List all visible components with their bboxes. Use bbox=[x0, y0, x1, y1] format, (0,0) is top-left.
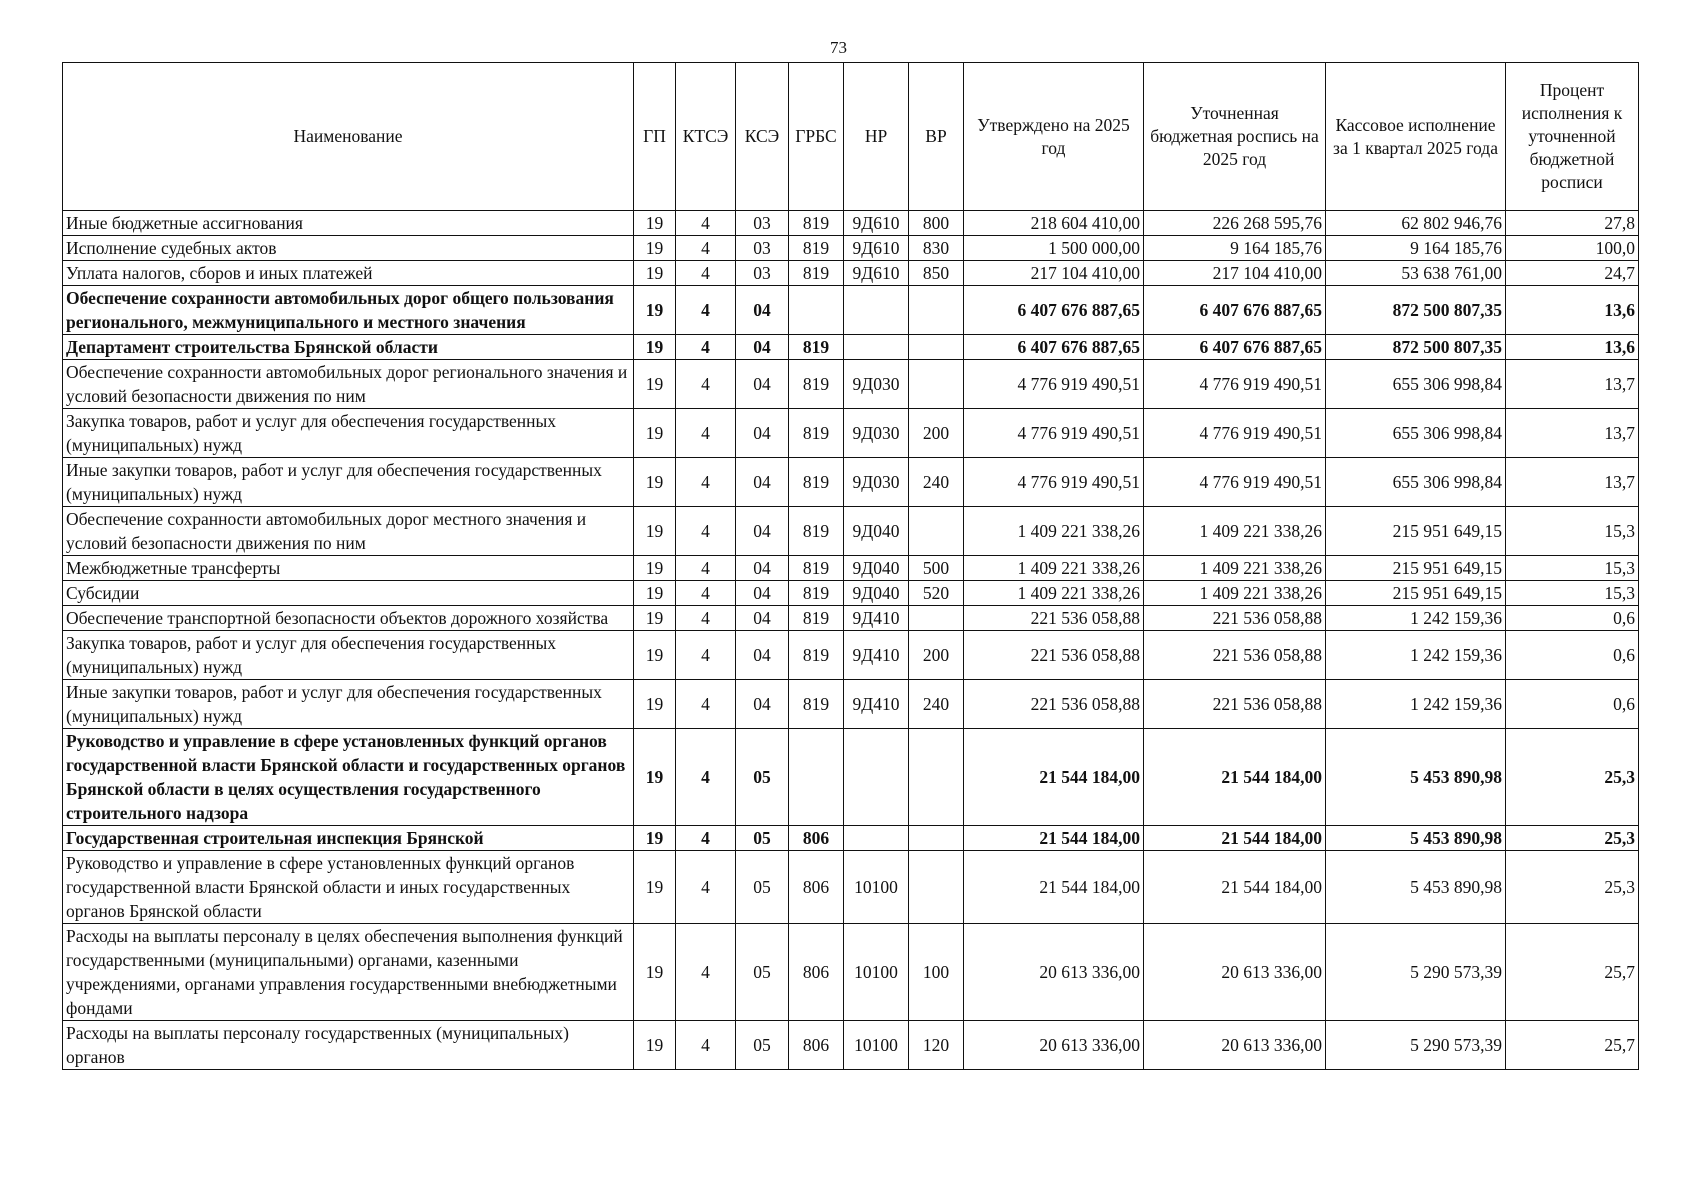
cell-refined: 226 268 595,76 bbox=[1144, 211, 1326, 236]
cell-refined: 4 776 919 490,51 bbox=[1144, 360, 1326, 409]
cell-name: Расходы на выплаты персоналу государственных (муниципальных) органов bbox=[63, 1021, 634, 1070]
cell-grbs: 806 bbox=[789, 1021, 844, 1070]
cell-cash: 1 242 159,36 bbox=[1326, 631, 1506, 680]
cell-gp: 19 bbox=[634, 211, 676, 236]
cell-vr: 500 bbox=[909, 556, 964, 581]
cell-ktse: 4 bbox=[676, 286, 736, 335]
table-row bbox=[63, 211, 1639, 236]
header-approved: Утверждено на 2025 год bbox=[964, 63, 1144, 211]
cell-np bbox=[844, 729, 909, 826]
table-body bbox=[63, 211, 1639, 1070]
cell-cash: 53 638 761,00 bbox=[1326, 261, 1506, 286]
cell-refined: 21 544 184,00 bbox=[1144, 729, 1326, 826]
cell-vr: 200 bbox=[909, 631, 964, 680]
cell-gp: 19 bbox=[634, 729, 676, 826]
table-row bbox=[63, 335, 1639, 360]
table-row bbox=[63, 631, 1639, 680]
table-row bbox=[63, 261, 1639, 286]
cell-name: Межбюджетные трансферты bbox=[63, 556, 634, 581]
cell-gp: 19 bbox=[634, 680, 676, 729]
cell-percent: 0,6 bbox=[1506, 680, 1639, 729]
cell-np bbox=[844, 335, 909, 360]
cell-cash: 5 453 890,98 bbox=[1326, 851, 1506, 924]
cell-gp: 19 bbox=[634, 286, 676, 335]
cell-grbs: 819 bbox=[789, 360, 844, 409]
cell-np: 9Д040 bbox=[844, 556, 909, 581]
cell-cash: 5 290 573,39 bbox=[1326, 1021, 1506, 1070]
cell-refined: 9 164 185,76 bbox=[1144, 236, 1326, 261]
cell-gp: 19 bbox=[634, 360, 676, 409]
cell-cash: 9 164 185,76 bbox=[1326, 236, 1506, 261]
cell-cash: 215 951 649,15 bbox=[1326, 507, 1506, 556]
cell-kse: 04 bbox=[736, 606, 789, 631]
cell-kse: 04 bbox=[736, 581, 789, 606]
cell-kse: 05 bbox=[736, 826, 789, 851]
table-row bbox=[63, 507, 1639, 556]
cell-kse: 04 bbox=[736, 556, 789, 581]
cell-refined: 20 613 336,00 bbox=[1144, 924, 1326, 1021]
cell-vr: 240 bbox=[909, 458, 964, 507]
cell-vr bbox=[909, 335, 964, 360]
cell-approved: 1 409 221 338,26 bbox=[964, 581, 1144, 606]
cell-approved: 21 544 184,00 bbox=[964, 729, 1144, 826]
cell-approved: 1 409 221 338,26 bbox=[964, 507, 1144, 556]
cell-name: Субсидии bbox=[63, 581, 634, 606]
cell-percent: 25,3 bbox=[1506, 729, 1639, 826]
cell-grbs: 819 bbox=[789, 507, 844, 556]
cell-np: 10100 bbox=[844, 1021, 909, 1070]
cell-np: 9Д040 bbox=[844, 507, 909, 556]
cell-kse: 04 bbox=[736, 631, 789, 680]
cell-vr: 850 bbox=[909, 261, 964, 286]
cell-approved: 6 407 676 887,65 bbox=[964, 335, 1144, 360]
cell-gp: 19 bbox=[634, 631, 676, 680]
cell-vr: 520 bbox=[909, 581, 964, 606]
cell-name: Обеспечение сохранности автомобильных дорог общего пользования регионального, межмуниципального и местного значения bbox=[63, 286, 634, 335]
cell-vr bbox=[909, 286, 964, 335]
cell-name: Обеспечение сохранности автомобильных дорог местного значения и условий безопасности движения по ним bbox=[63, 507, 634, 556]
cell-ktse: 4 bbox=[676, 924, 736, 1021]
cell-np: 9Д030 bbox=[844, 360, 909, 409]
cell-ktse: 4 bbox=[676, 458, 736, 507]
cell-kse: 04 bbox=[736, 286, 789, 335]
cell-grbs: 819 bbox=[789, 236, 844, 261]
cell-cash: 655 306 998,84 bbox=[1326, 360, 1506, 409]
table-row bbox=[63, 556, 1639, 581]
cell-refined: 1 409 221 338,26 bbox=[1144, 556, 1326, 581]
cell-kse: 03 bbox=[736, 236, 789, 261]
cell-gp: 19 bbox=[634, 261, 676, 286]
cell-name: Исполнение судебных актов bbox=[63, 236, 634, 261]
cell-ktse: 4 bbox=[676, 826, 736, 851]
cell-grbs: 819 bbox=[789, 680, 844, 729]
cell-vr bbox=[909, 606, 964, 631]
cell-grbs: 806 bbox=[789, 851, 844, 924]
header-gp: ГП bbox=[634, 63, 676, 211]
cell-kse: 05 bbox=[736, 851, 789, 924]
cell-cash: 62 802 946,76 bbox=[1326, 211, 1506, 236]
cell-gp: 19 bbox=[634, 236, 676, 261]
cell-gp: 19 bbox=[634, 458, 676, 507]
table-row bbox=[63, 924, 1639, 1021]
cell-name: Руководство и управление в сфере установленных функций органов государственной власти Брянской области и государственных органов Брянской области в целях осуществления государственного строительного надзора bbox=[63, 729, 634, 826]
cell-approved: 4 776 919 490,51 bbox=[964, 360, 1144, 409]
cell-np: 10100 bbox=[844, 851, 909, 924]
cell-ktse: 4 bbox=[676, 1021, 736, 1070]
cell-ktse: 4 bbox=[676, 851, 736, 924]
cell-vr bbox=[909, 729, 964, 826]
cell-ktse: 4 bbox=[676, 236, 736, 261]
cell-cash: 655 306 998,84 bbox=[1326, 458, 1506, 507]
cell-approved: 21 544 184,00 bbox=[964, 851, 1144, 924]
cell-gp: 19 bbox=[634, 924, 676, 1021]
cell-vr bbox=[909, 507, 964, 556]
cell-kse: 04 bbox=[736, 680, 789, 729]
cell-approved: 221 536 058,88 bbox=[964, 631, 1144, 680]
cell-ktse: 4 bbox=[676, 729, 736, 826]
cell-name: Обеспечение транспортной безопасности объектов дорожного хозяйства bbox=[63, 606, 634, 631]
cell-percent: 13,6 bbox=[1506, 335, 1639, 360]
header-np: НР bbox=[844, 63, 909, 211]
cell-name: Расходы на выплаты персоналу в целях обеспечения выполнения функций государственными (муниципальными) органами, казенными учреждениями, органами управления государственными внебюджетными фондами bbox=[63, 924, 634, 1021]
cell-grbs: 819 bbox=[789, 458, 844, 507]
cell-np: 9Д030 bbox=[844, 409, 909, 458]
cell-np: 9Д610 bbox=[844, 261, 909, 286]
cell-gp: 19 bbox=[634, 556, 676, 581]
cell-percent: 100,0 bbox=[1506, 236, 1639, 261]
cell-np: 9Д410 bbox=[844, 680, 909, 729]
cell-grbs: 806 bbox=[789, 826, 844, 851]
cell-approved: 21 544 184,00 bbox=[964, 826, 1144, 851]
cell-cash: 5 290 573,39 bbox=[1326, 924, 1506, 1021]
cell-ktse: 4 bbox=[676, 211, 736, 236]
cell-percent: 15,3 bbox=[1506, 581, 1639, 606]
header-kse: КСЭ bbox=[736, 63, 789, 211]
cell-refined: 221 536 058,88 bbox=[1144, 680, 1326, 729]
cell-kse: 04 bbox=[736, 335, 789, 360]
cell-cash: 5 453 890,98 bbox=[1326, 826, 1506, 851]
cell-kse: 05 bbox=[736, 924, 789, 1021]
table-row bbox=[63, 729, 1639, 826]
cell-cash: 1 242 159,36 bbox=[1326, 680, 1506, 729]
cell-approved: 221 536 058,88 bbox=[964, 680, 1144, 729]
cell-percent: 13,7 bbox=[1506, 409, 1639, 458]
cell-ktse: 4 bbox=[676, 606, 736, 631]
cell-name: Уплата налогов, сборов и иных платежей bbox=[63, 261, 634, 286]
cell-refined: 217 104 410,00 bbox=[1144, 261, 1326, 286]
cell-ktse: 4 bbox=[676, 335, 736, 360]
cell-np: 9Д610 bbox=[844, 211, 909, 236]
cell-grbs bbox=[789, 286, 844, 335]
cell-cash: 655 306 998,84 bbox=[1326, 409, 1506, 458]
table-row bbox=[63, 458, 1639, 507]
cell-name: Государственная строительная инспекция Брянской bbox=[63, 826, 634, 851]
cell-percent: 13,6 bbox=[1506, 286, 1639, 335]
table-row bbox=[63, 360, 1639, 409]
cell-ktse: 4 bbox=[676, 507, 736, 556]
cell-np: 9Д410 bbox=[844, 606, 909, 631]
cell-vr bbox=[909, 851, 964, 924]
cell-percent: 15,3 bbox=[1506, 556, 1639, 581]
cell-gp: 19 bbox=[634, 1021, 676, 1070]
header-ktse: КТСЭ bbox=[676, 63, 736, 211]
cell-gp: 19 bbox=[634, 409, 676, 458]
cell-percent: 25,3 bbox=[1506, 851, 1639, 924]
header-percent: Процент исполнения к уточненной бюджетной росписи bbox=[1506, 63, 1639, 211]
page-number: 73 bbox=[830, 38, 847, 57]
cell-approved: 1 409 221 338,26 bbox=[964, 556, 1144, 581]
cell-cash: 215 951 649,15 bbox=[1326, 556, 1506, 581]
cell-kse: 04 bbox=[736, 409, 789, 458]
cell-approved: 217 104 410,00 bbox=[964, 261, 1144, 286]
cell-gp: 19 bbox=[634, 335, 676, 360]
cell-kse: 04 bbox=[736, 458, 789, 507]
cell-grbs: 819 bbox=[789, 631, 844, 680]
cell-refined: 4 776 919 490,51 bbox=[1144, 409, 1326, 458]
cell-gp: 19 bbox=[634, 581, 676, 606]
cell-name: Иные закупки товаров, работ и услуг для обеспечения государственных (муниципальных) нужд bbox=[63, 680, 634, 729]
header-vr: ВР bbox=[909, 63, 964, 211]
cell-approved: 6 407 676 887,65 bbox=[964, 286, 1144, 335]
cell-name: Департамент строительства Брянской области bbox=[63, 335, 634, 360]
cell-grbs bbox=[789, 729, 844, 826]
cell-np: 9Д410 bbox=[844, 631, 909, 680]
cell-vr: 240 bbox=[909, 680, 964, 729]
table-row bbox=[63, 1021, 1639, 1070]
table-row bbox=[63, 606, 1639, 631]
cell-refined: 21 544 184,00 bbox=[1144, 851, 1326, 924]
cell-ktse: 4 bbox=[676, 631, 736, 680]
header-refined: Уточненная бюджетная роспись на 2025 год bbox=[1144, 63, 1326, 211]
cell-cash: 872 500 807,35 bbox=[1326, 335, 1506, 360]
cell-vr: 830 bbox=[909, 236, 964, 261]
cell-name: Иные бюджетные ассигнования bbox=[63, 211, 634, 236]
cell-approved: 218 604 410,00 bbox=[964, 211, 1144, 236]
cell-refined: 221 536 058,88 bbox=[1144, 606, 1326, 631]
cell-np bbox=[844, 826, 909, 851]
cell-np bbox=[844, 286, 909, 335]
cell-percent: 0,6 bbox=[1506, 631, 1639, 680]
cell-name: Закупка товаров, работ и услуг для обеспечения государственных (муниципальных) нужд bbox=[63, 631, 634, 680]
cell-grbs: 819 bbox=[789, 211, 844, 236]
cell-name: Иные закупки товаров, работ и услуг для обеспечения государственных (муниципальных) нужд bbox=[63, 458, 634, 507]
cell-refined: 6 407 676 887,65 bbox=[1144, 286, 1326, 335]
cell-ktse: 4 bbox=[676, 409, 736, 458]
cell-ktse: 4 bbox=[676, 261, 736, 286]
cell-name: Закупка товаров, работ и услуг для обеспечения государственных (муниципальных) нужд bbox=[63, 409, 634, 458]
table-row bbox=[63, 286, 1639, 335]
cell-ktse: 4 bbox=[676, 581, 736, 606]
header-cash: Кассовое исполнение за 1 квартал 2025 года bbox=[1326, 63, 1506, 211]
cell-kse: 03 bbox=[736, 211, 789, 236]
table-row bbox=[63, 236, 1639, 261]
cell-percent: 24,7 bbox=[1506, 261, 1639, 286]
cell-np: 9Д030 bbox=[844, 458, 909, 507]
cell-percent: 25,3 bbox=[1506, 826, 1639, 851]
cell-np: 9Д610 bbox=[844, 236, 909, 261]
cell-percent: 25,7 bbox=[1506, 1021, 1639, 1070]
cell-approved: 1 500 000,00 bbox=[964, 236, 1144, 261]
header-grbs: ГРБС bbox=[789, 63, 844, 211]
cell-kse: 05 bbox=[736, 1021, 789, 1070]
cell-cash: 872 500 807,35 bbox=[1326, 286, 1506, 335]
header-name: Наименование bbox=[63, 63, 634, 211]
table-row bbox=[63, 680, 1639, 729]
cell-vr: 200 bbox=[909, 409, 964, 458]
cell-vr: 100 bbox=[909, 924, 964, 1021]
cell-approved: 4 776 919 490,51 bbox=[964, 409, 1144, 458]
cell-cash: 215 951 649,15 bbox=[1326, 581, 1506, 606]
cell-approved: 221 536 058,88 bbox=[964, 606, 1144, 631]
cell-grbs: 819 bbox=[789, 556, 844, 581]
cell-vr: 120 bbox=[909, 1021, 964, 1070]
table-row bbox=[63, 826, 1639, 851]
cell-name: Руководство и управление в сфере установленных функций органов государственной власти Брянской области и иных государственных органов Брянской области bbox=[63, 851, 634, 924]
cell-kse: 05 bbox=[736, 729, 789, 826]
cell-cash: 5 453 890,98 bbox=[1326, 729, 1506, 826]
cell-ktse: 4 bbox=[676, 360, 736, 409]
cell-gp: 19 bbox=[634, 507, 676, 556]
cell-percent: 0,6 bbox=[1506, 606, 1639, 631]
cell-percent: 15,3 bbox=[1506, 507, 1639, 556]
cell-refined: 1 409 221 338,26 bbox=[1144, 507, 1326, 556]
cell-refined: 1 409 221 338,26 bbox=[1144, 581, 1326, 606]
cell-refined: 6 407 676 887,65 bbox=[1144, 335, 1326, 360]
table-row bbox=[63, 851, 1639, 924]
table-row bbox=[63, 409, 1639, 458]
cell-percent: 13,7 bbox=[1506, 458, 1639, 507]
cell-vr bbox=[909, 360, 964, 409]
cell-name: Обеспечение сохранности автомобильных дорог регионального значения и условий безопасности движения по ним bbox=[63, 360, 634, 409]
cell-gp: 19 bbox=[634, 606, 676, 631]
cell-percent: 13,7 bbox=[1506, 360, 1639, 409]
cell-gp: 19 bbox=[634, 826, 676, 851]
cell-kse: 04 bbox=[736, 507, 789, 556]
cell-percent: 27,8 bbox=[1506, 211, 1639, 236]
cell-refined: 20 613 336,00 bbox=[1144, 1021, 1326, 1070]
cell-gp: 19 bbox=[634, 851, 676, 924]
cell-cash: 1 242 159,36 bbox=[1326, 606, 1506, 631]
cell-np: 9Д040 bbox=[844, 581, 909, 606]
cell-kse: 04 bbox=[736, 360, 789, 409]
cell-kse: 03 bbox=[736, 261, 789, 286]
cell-percent: 25,7 bbox=[1506, 924, 1639, 1021]
cell-grbs: 819 bbox=[789, 581, 844, 606]
cell-vr: 800 bbox=[909, 211, 964, 236]
cell-grbs: 819 bbox=[789, 335, 844, 360]
budget-table bbox=[62, 62, 1639, 1070]
table-row bbox=[63, 581, 1639, 606]
cell-ktse: 4 bbox=[676, 680, 736, 729]
cell-grbs: 819 bbox=[789, 606, 844, 631]
cell-refined: 21 544 184,00 bbox=[1144, 826, 1326, 851]
cell-refined: 4 776 919 490,51 bbox=[1144, 458, 1326, 507]
cell-approved: 20 613 336,00 bbox=[964, 1021, 1144, 1070]
cell-approved: 20 613 336,00 bbox=[964, 924, 1144, 1021]
cell-vr bbox=[909, 826, 964, 851]
cell-approved: 4 776 919 490,51 bbox=[964, 458, 1144, 507]
cell-grbs: 806 bbox=[789, 924, 844, 1021]
cell-refined: 221 536 058,88 bbox=[1144, 631, 1326, 680]
header-row bbox=[63, 63, 1639, 211]
cell-np: 10100 bbox=[844, 924, 909, 1021]
cell-grbs: 819 bbox=[789, 409, 844, 458]
cell-grbs: 819 bbox=[789, 261, 844, 286]
cell-ktse: 4 bbox=[676, 556, 736, 581]
